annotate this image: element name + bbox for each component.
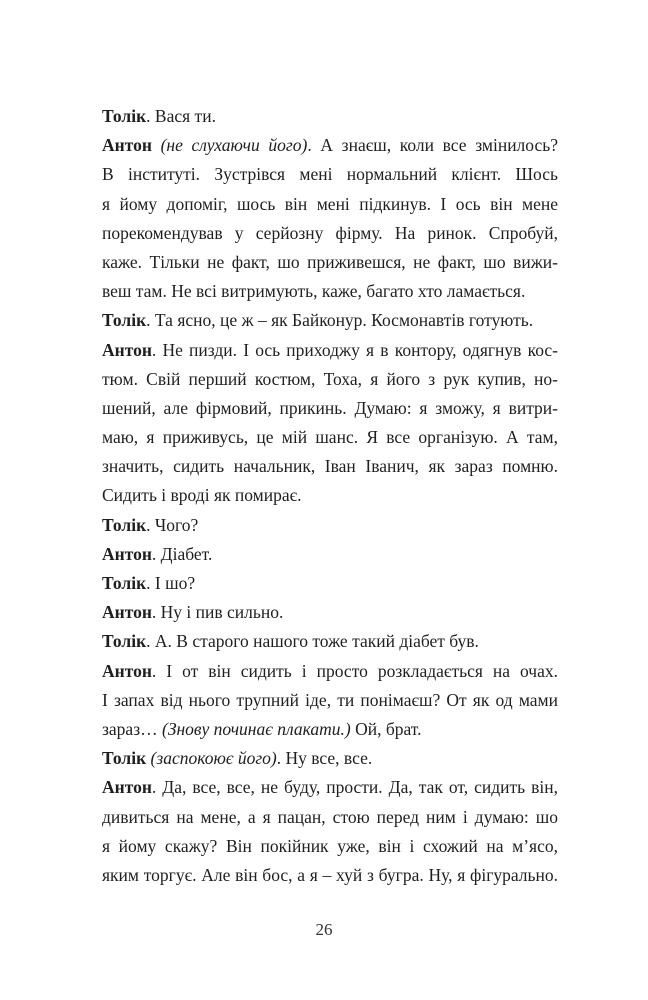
speaker-name: Антон [102, 602, 152, 623]
text-line [102, 452, 558, 481]
speaker-name: Толік [102, 573, 147, 593]
text-line [102, 598, 558, 627]
text-line [102, 190, 558, 219]
dialogue-text: . А. В старого нашого тоже такий діабет був. [146, 631, 479, 652]
dialogue-text: шений, але фірмовий, прикинь. Думаю: я зможу, я витри- [102, 397, 558, 418]
dialogue-text: порекомендував у серйозну фірму. На ринок. Спробуй, [102, 222, 558, 243]
text-line [102, 511, 558, 540]
speaker-name: Толік [102, 631, 147, 652]
dialogue-text: Сидить і вроді як помирає. [102, 485, 302, 506]
text-line [102, 627, 558, 656]
dialogue-text: я йому допоміг, шось він мені підкинув. І ось він мене [102, 193, 558, 214]
dialogue-text: І запах від нього трупний іде, ти понімаєш? От як од мами [102, 689, 558, 710]
text-line [102, 686, 558, 715]
dialogue-text: зараз… [102, 718, 162, 739]
dialogue-text: маю, я приживусь, це мій шанс. Я все організую. А там, [102, 427, 558, 448]
dialogue-text: каже. Тільки не факт, шо приживешся, не факт, шо вижи- [102, 251, 558, 272]
dialogue-text: . Ну все, все. [276, 748, 373, 769]
speaker-name: Антон [102, 660, 152, 681]
dialogue-text: . Вася ти. [146, 106, 216, 126]
text-line [102, 481, 558, 510]
speaker-name: Толік [102, 106, 147, 126]
dialogue-text: значить, сидить начальник, Іван Іванич, як зараз помню. [102, 456, 558, 477]
stage-direction: (не слухаючи його) [160, 135, 308, 156]
text-line [102, 248, 558, 277]
dialogue-text: яким торгує. Але він бос, а я – хуй з бугра. Ну, я фігурально. [102, 864, 558, 885]
text-line [102, 394, 558, 423]
text-line [102, 277, 558, 306]
text-line [102, 803, 558, 832]
text-line [102, 569, 558, 598]
dialogue-text: . А знаєш, коли все змінилось? [307, 135, 558, 156]
text-line [102, 832, 558, 861]
text-line [102, 861, 558, 890]
speaker-name: Антон [102, 543, 152, 564]
text-line [102, 306, 558, 335]
text-line [102, 160, 558, 189]
text-line [102, 744, 558, 773]
text-line [102, 131, 558, 160]
page-text [102, 102, 558, 890]
speaker-name: Толік [102, 514, 147, 535]
dialogue-text: . Да, все, все, не буду, прости. Да, так от, сидить він, [151, 777, 558, 798]
text-line [102, 102, 558, 131]
text-line [102, 365, 558, 394]
speaker-name: Толік [102, 310, 147, 331]
text-line [102, 773, 558, 802]
text-line [102, 540, 558, 569]
text-line [102, 336, 558, 365]
page-number: 26 [315, 920, 333, 939]
speaker-name: Антон [102, 135, 152, 156]
dialogue-text: . І от він сидить і просто розкладається на очах. [151, 660, 558, 681]
stage-direction: (Знову починає плакати.) [162, 718, 351, 739]
dialogue-text: Ой, брат. [350, 718, 422, 739]
dialogue-text: веш там. Не всі витримують, каже, багато хто ламається. [102, 281, 526, 302]
dialogue-text [152, 135, 161, 155]
dialogue-text: я йому скажу? Він покійник уже, він і схожий на м’ясо, [102, 835, 558, 856]
dialogue-text: В інституті. Зустрівся мені нормальний клієнт. Шось [102, 164, 558, 185]
dialogue-text: . І шо? [146, 573, 196, 593]
dialogue-text: . Не пизди. І ось приходжу я в контору, одягнув кос- [151, 339, 558, 360]
dialogue-text: . Та ясно, це ж – як Байконур. Космонавтів готують. [146, 310, 534, 331]
text-line [102, 219, 558, 248]
dialogue-text: . Чого? [146, 514, 199, 535]
text-line [102, 423, 558, 452]
dialogue-text: . Ну і пив сильно. [151, 602, 284, 623]
speaker-name: Антон [102, 777, 152, 798]
text-line [102, 657, 558, 686]
dialogue-text: . Діабет. [151, 543, 213, 564]
speaker-name: Антон [102, 339, 152, 360]
text-line [102, 715, 558, 744]
dialogue-text: дивиться на мене, а я пацан, стою перед ним і думаю: шо [102, 806, 558, 827]
stage-direction: (заспокоює його) [150, 748, 277, 769]
speaker-name: Толік [102, 748, 147, 769]
dialogue-text: тюм. Свій перший костюм, Тоха, я його з рук купив, но- [102, 368, 558, 389]
